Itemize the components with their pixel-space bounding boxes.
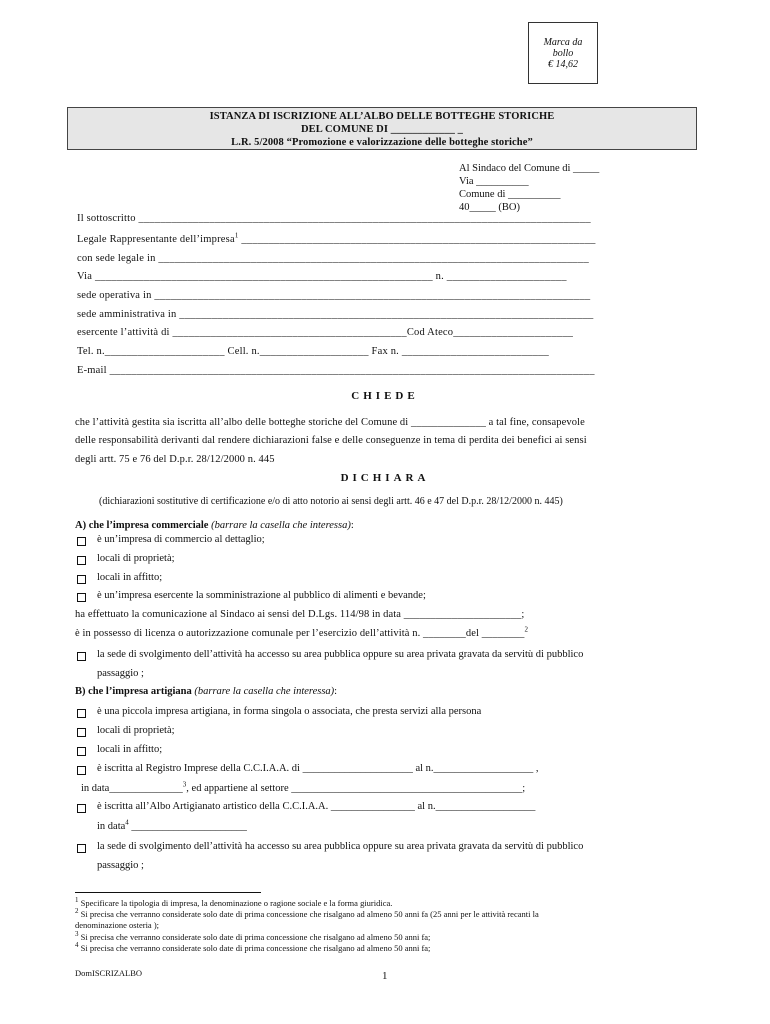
footnote-3-num: 3 xyxy=(75,930,79,939)
checkbox-a-locali-proprieta[interactable] xyxy=(77,556,86,565)
section-a-hint: (barrare la casella che interessa) xyxy=(211,520,351,531)
dichiara-note: (dichiarazioni sostitutive di certificazione e/o di atto notorio ai sensi degli artt. 46 e 47 del D.p.r. 28/12/2000 n. 445) xyxy=(99,496,563,507)
field-email[interactable]: E-mail _________________________________________________________________________________________ xyxy=(77,365,595,376)
footnote-ref-4: 4 xyxy=(125,818,129,827)
field-esercente[interactable]: esercente l’attività di ___________________________________________Cod Ateco______________________ xyxy=(77,327,574,338)
checkbox-a-locali-affitto[interactable] xyxy=(77,575,86,584)
item-b-registro-cont[interactable] xyxy=(81,780,526,794)
stamp-line2: bollo xyxy=(552,48,574,59)
field-legale-rappresentante[interactable] xyxy=(77,231,596,245)
licenza-text: è in possesso di licenza o autorizzazione comunale per l’esercizio dell’attività n. ________del ________ xyxy=(75,628,525,639)
licenza-line[interactable] xyxy=(75,625,529,639)
checkbox-b-sede-pubblica[interactable] xyxy=(77,844,86,853)
checkbox-b-locali-affitto[interactable] xyxy=(77,747,86,756)
section-b-hint: (barrare la casella che interessa) xyxy=(194,686,335,697)
title-line2: DEL COMUNE DI ____________ _ xyxy=(300,124,464,135)
heading-chiede: CHIEDE xyxy=(351,390,419,402)
item-a-sede-line2: passaggio ; xyxy=(97,668,144,679)
item-b-0: è una piccola impresa artigiana, in forma singola o associata, che presta servizi alla persona xyxy=(97,706,482,717)
section-a-colon: : xyxy=(350,520,354,531)
field-via[interactable]: Via ______________________________________________________________ n. ______________________ xyxy=(77,271,567,282)
footnote-2-text: Si precisa che verranno considerate solo date di prima concessione che risalgano ad almeno 50 anni fa (25 anni per le attività recanti la xyxy=(80,909,539,919)
albo-data: in data xyxy=(97,821,126,832)
field-sede-amministrativa[interactable]: sede amministrativa in ____________________________________________________________________________ xyxy=(77,309,594,320)
footnote-3-text: Si precisa che verranno considerate solo date di prima concessione che risalgano ad almeno 50 anni fa; xyxy=(80,932,431,942)
item-b-sede-line1: la sede di svolgimento dell’attività ha accesso su area pubblica oppure su area privata gravata da servitù di pubblico xyxy=(97,841,584,852)
title-line3: L.R. 5/2008 “Promozione e valorizzazione delle botteghe storiche” xyxy=(231,137,533,148)
footnote-ref-3: 3 xyxy=(182,780,187,789)
checkbox-albo-artigianato[interactable] xyxy=(77,804,86,813)
footnote-ref-1: 1 xyxy=(234,231,239,240)
section-a-heading xyxy=(75,520,354,531)
stamp-line3: € 14,62 xyxy=(548,59,578,70)
revenue-stamp-box xyxy=(528,22,598,84)
checkbox-piccola-impresa[interactable] xyxy=(77,709,86,718)
footnote-4-num: 4 xyxy=(75,941,79,950)
comunicazione-line[interactable]: ha effettuato la comunicazione al Sindaco ai sensi del D.Lgs. 114/98 in data ______________________; xyxy=(75,609,525,620)
footnote-1-text: Specificare la tipologia di impresa, la denominazione o ragione sociale e la forma giuridica. xyxy=(80,898,393,908)
footnote-2-num: 2 xyxy=(75,907,79,916)
footnote-4 xyxy=(75,943,430,953)
checkbox-commercio-dettaglio[interactable] xyxy=(77,537,86,546)
footnote-2 xyxy=(75,909,539,919)
chiede-text-line2: delle responsabilità derivanti dal rendere dichiarazioni false e delle conseguenze in tema di perdita dei benefici ai sensi xyxy=(75,435,587,446)
registro-data: in data______________ xyxy=(81,783,183,794)
section-b-colon: : xyxy=(334,686,338,697)
footnote-separator xyxy=(75,892,261,893)
section-b-heading xyxy=(75,686,337,697)
footnote-ref-2: 2 xyxy=(524,625,529,634)
address-line2: Via __________ xyxy=(459,176,529,187)
item-b-registro[interactable]: è iscritta al Registro Imprese della C.C.I.A.A. di _____________________ al n.___________________ , xyxy=(97,763,539,774)
field-sede-legale[interactable]: con sede legale in _______________________________________________________________________________ xyxy=(77,253,589,264)
item-a-1: locali di proprietà; xyxy=(97,553,175,564)
field-sede-operativa[interactable]: sede operativa in ________________________________________________________________________________ xyxy=(77,290,591,301)
legale-blank: _________________________________________________________________ xyxy=(238,234,596,245)
albo-blank: ______________________ xyxy=(128,821,247,832)
title-line1: ISTANZA DI ISCRIZIONE ALL’ALBO DELLE BOTTEGHE STORICHE xyxy=(209,111,555,122)
item-b-albo-cont[interactable] xyxy=(97,818,247,832)
item-b-1: locali di proprietà; xyxy=(97,725,175,736)
item-a-sede-line1: la sede di svolgimento dell’attività ha accesso su area pubblica oppure su area privata gravata da servitù di pubblico xyxy=(97,649,584,660)
footnote-4-text: Si precisa che verranno considerate solo date di prima concessione che risalgano ad almeno 50 anni fa; xyxy=(80,943,431,953)
field-sottoscritto[interactable]: Il sottoscritto ___________________________________________________________________________________ xyxy=(77,213,591,224)
item-b-albo[interactable]: è iscritta all’Albo Artigianato artistico della C.C.I.A.A. ________________ al n.___________________ xyxy=(97,801,536,812)
page-number: 1 xyxy=(382,970,388,982)
footer-doc-id: DomISCRIZALBO xyxy=(75,968,143,978)
chiede-text-line3: degli artt. 75 e 76 del D.p.r. 28/12/2000 n. 445 xyxy=(75,454,275,465)
field-telefono[interactable]: Tel. n.______________________ Cell. n.____________________ Fax n. ___________________________ xyxy=(77,346,549,357)
chiede-text-line1: che l’attività gestita sia iscritta all’albo delle botteghe storiche del Comune di ______________ a tal fine, consapevole xyxy=(75,417,585,428)
stamp-line1: Marca da xyxy=(543,37,583,48)
registro-settore: , ed appartiene al settore ____________________________________________; xyxy=(186,783,526,794)
footnote-1 xyxy=(75,898,392,908)
title-box xyxy=(67,107,697,150)
item-a-3: è un’impresa esercente la somministrazione al pubblico di alimenti e bevande; xyxy=(97,590,426,601)
checkbox-a-sede-pubblica[interactable] xyxy=(77,652,86,661)
legale-label: Legale Rappresentante dell’impresa xyxy=(77,234,235,245)
checkbox-b-locali-proprieta[interactable] xyxy=(77,728,86,737)
item-a-0: è un’impresa di commercio al dettaglio; xyxy=(97,534,265,545)
address-line3: Comune di __________ xyxy=(459,189,561,200)
footnote-2-cont: denominazione osteria ); xyxy=(75,920,160,930)
section-b-title: B) che l’impresa artigiana xyxy=(75,686,192,697)
address-line1: Al Sindaco del Comune di _____ xyxy=(459,163,600,174)
checkbox-somministrazione[interactable] xyxy=(77,593,86,602)
checkbox-registro-imprese[interactable] xyxy=(77,766,86,775)
footnote-1-num: 1 xyxy=(75,896,79,905)
item-b-sede-line2: passaggio ; xyxy=(97,860,144,871)
heading-dichiara: DICHIARA xyxy=(340,472,430,484)
item-b-2: locali in affitto; xyxy=(97,744,163,755)
footnote-3 xyxy=(75,932,430,942)
address-line4: 40_____ (BO) xyxy=(459,202,520,213)
section-a-title: A) che l’impresa commerciale xyxy=(75,520,209,531)
item-a-2: locali in affitto; xyxy=(97,572,163,583)
